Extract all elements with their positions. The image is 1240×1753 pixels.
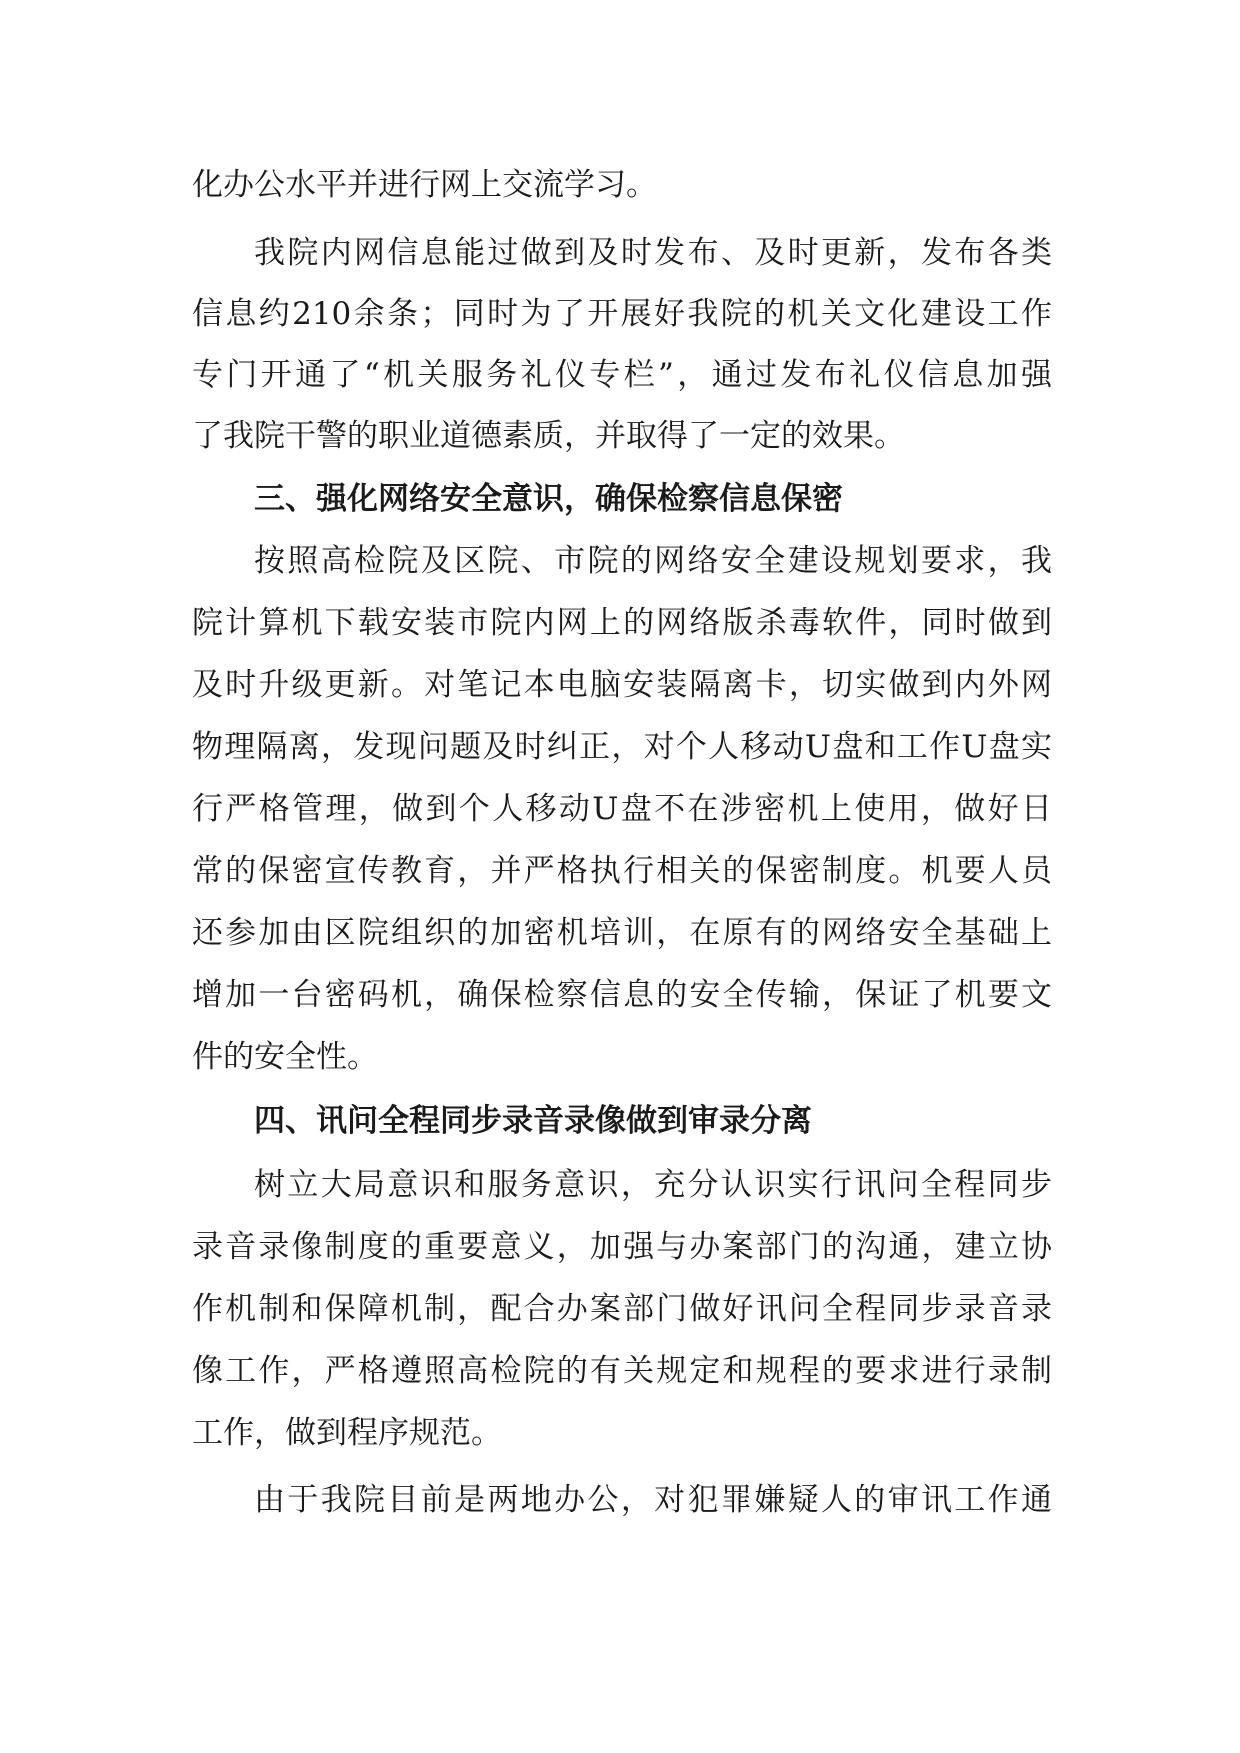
- text-line: 及时升级更新。对笔记本电脑安装隔离卡，切实做到内外网: [192, 667, 1052, 703]
- text-line: 院计算机下载安装市院内网上的网络版杀毒软件，同时做到: [192, 605, 1052, 641]
- text-line: 像工作，严格遵照高检院的有关规定和规程的要求进行录制: [192, 1353, 1052, 1389]
- text-line: 还参加由区院组织的加密机培训，在原有的网络安全基础上: [192, 915, 1052, 951]
- text-line: 录音录像制度的重要意义，加强与办案部门的沟通，建立协: [192, 1229, 1052, 1265]
- paragraph-start: 我院内网信息能过做到及时发布、及时更新，发布各类: [254, 235, 1052, 271]
- text-line: 工作，做到程序规范。: [192, 1415, 502, 1451]
- text-line: 物理隔离，发现问题及时纠正，对个人移动U盘和工作U盘实: [192, 729, 1052, 765]
- paragraph-start: 按照高检院及区院、市院的网络安全建设规划要求，我: [254, 543, 1052, 579]
- paragraph-start: 树立大局意识和服务意识，充分认识实行讯问全程同步: [254, 1167, 1052, 1203]
- text-line: 增加一台密码机，确保检察信息的安全传输，保证了机要文: [192, 977, 1052, 1013]
- section-heading: 三、强化网络安全意识，确保检察信息保密: [254, 481, 843, 517]
- text-line: 作机制和保障机制，配合办案部门做好讯问全程同步录音录: [192, 1291, 1052, 1327]
- text-line: 件的安全性。: [192, 1039, 378, 1075]
- text-line: 专门开通了“机关服务礼仪专栏”，通过发布礼仪信息加强: [192, 357, 1052, 393]
- text-line: 了我院干警的职业道德素质，并取得了一定的效果。: [192, 418, 905, 454]
- text-line: 信息约210余条；同时为了开展好我院的机关文化建设工作: [192, 296, 1052, 332]
- paragraph-start: 由于我院目前是两地办公，对犯罪嫌疑人的审讯工作通: [254, 1482, 1052, 1518]
- text-line: 化办公水平并进行网上交流学习。: [192, 167, 657, 203]
- text-line: 常的保密宣传教育，并严格执行相关的保密制度。机要人员: [192, 853, 1052, 889]
- section-heading: 四、讯问全程同步录音录像做到审录分离: [254, 1103, 812, 1139]
- text-line: 行严格管理，做到个人移动U盘不在涉密机上使用，做好日: [192, 791, 1052, 827]
